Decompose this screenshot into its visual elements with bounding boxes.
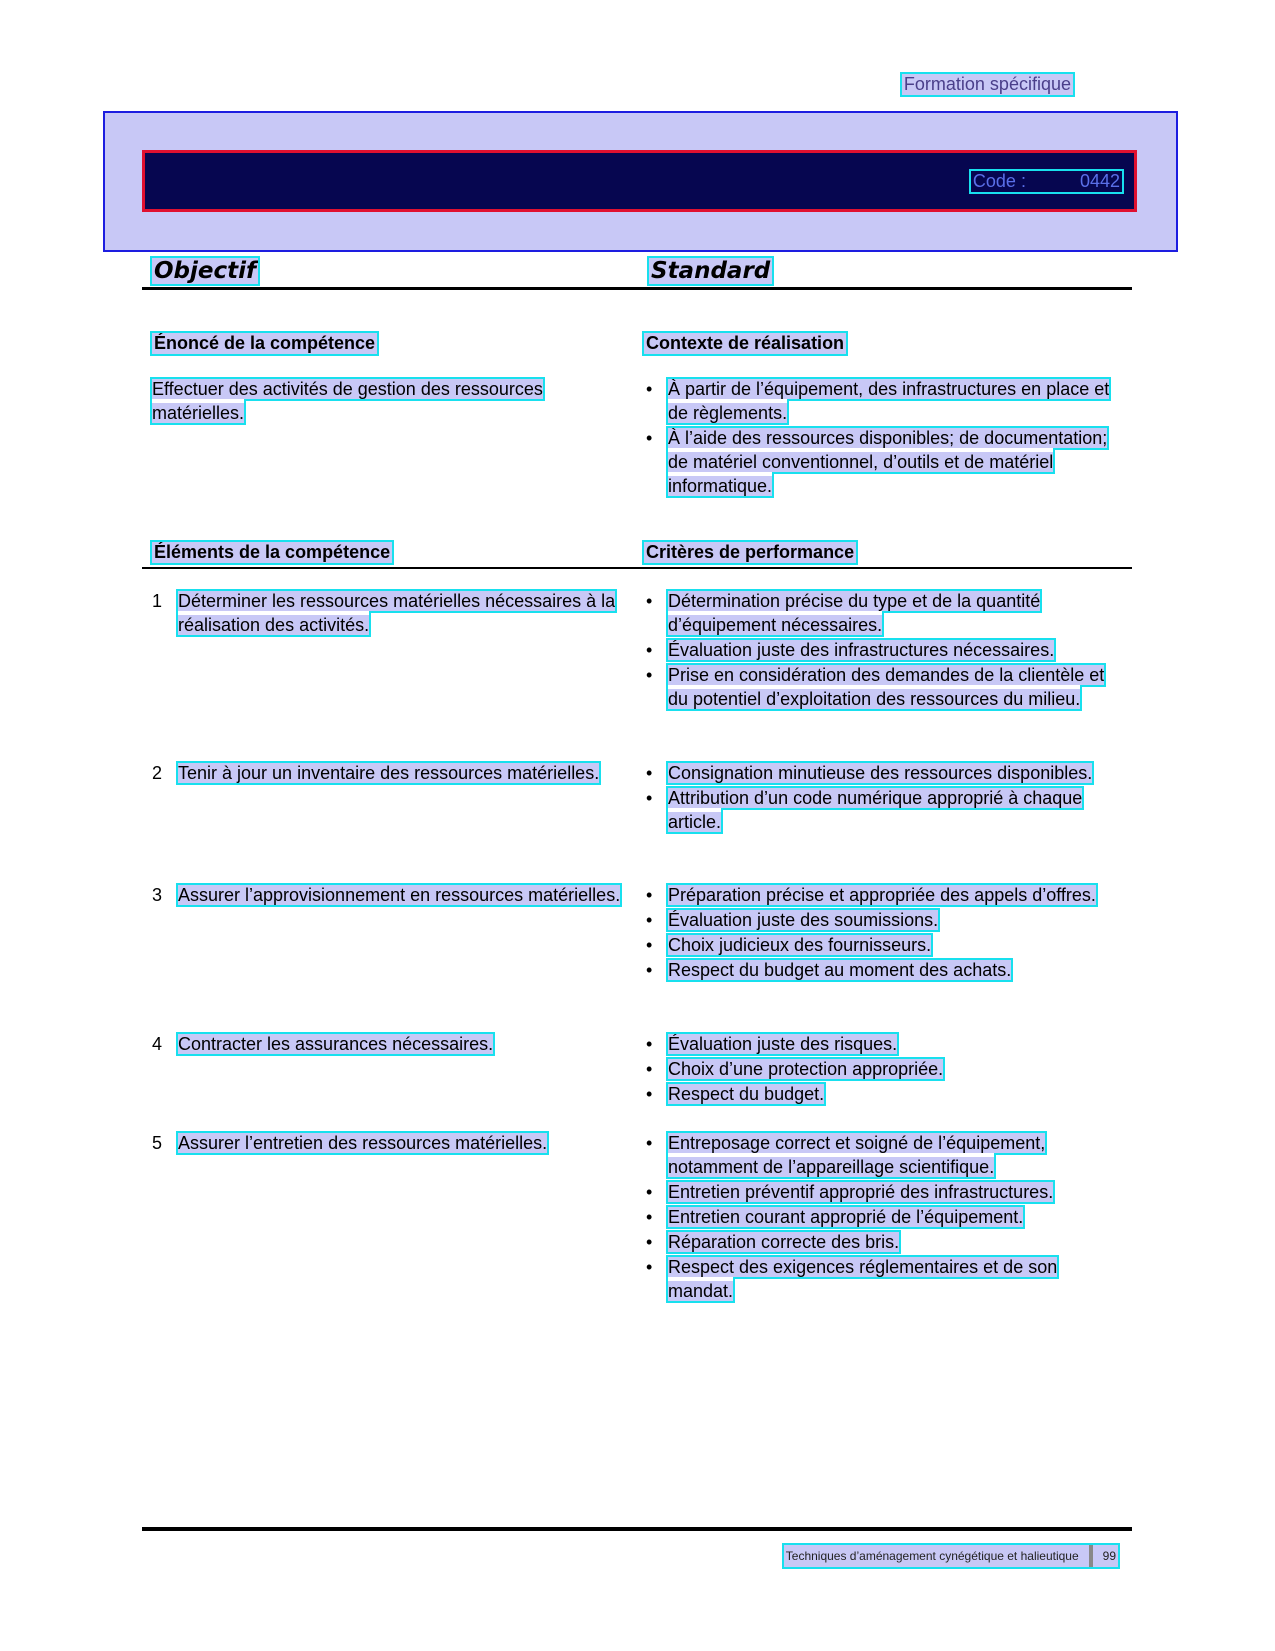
criterion: • Entretien préventif approprié des infrastructures. [644, 1180, 1114, 1204]
criterion: • Évaluation juste des infrastructures nécessaires. [644, 638, 1114, 662]
element-text: Assurer l’entretien des ressources matérielles. [178, 1133, 548, 1153]
elements-rule [142, 567, 1132, 569]
criterion: • Choix judicieux des fournisseurs. [644, 933, 1114, 957]
context-item: • À partir de l’équipement, des infrastructures en place et de règlements. [644, 377, 1114, 425]
context-item: • À l’aide des ressources disponibles; de documentation; de matériel conventionnel, d’outils et de matériel informatique. [644, 426, 1114, 498]
criterion: • Évaluation juste des soumissions. [644, 908, 1114, 932]
statement-text [152, 377, 612, 425]
element-number: 3 [152, 885, 163, 905]
element-number: 5 [152, 1133, 163, 1153]
criterion: • Évaluation juste des risques. [644, 1032, 1114, 1056]
page-footer [784, 1545, 1118, 1567]
criterion: • Respect des exigences réglementaires et de son mandat. [644, 1255, 1114, 1303]
element-1 [152, 589, 632, 637]
criteria-list-1 [644, 589, 1114, 712]
criteria-list-5 [644, 1131, 1114, 1304]
competency-code [971, 171, 1122, 192]
element-text: Déterminer les ressources matérielles nécessaires à la réalisation des activités. [178, 591, 616, 635]
criteria-list-3 [644, 883, 1114, 983]
element-4 [152, 1032, 632, 1056]
criterion: • Réparation correcte des bris. [644, 1230, 1114, 1254]
element-2 [152, 761, 632, 785]
element-text: Assurer l’approvisionnement en ressources matérielles. [178, 885, 621, 905]
footer-divider [1089, 1545, 1093, 1567]
criteria-list-4 [644, 1032, 1114, 1107]
element-number: 1 [152, 591, 163, 611]
statement-title: Énoncé de la compétence [154, 333, 376, 353]
program-type-label: Formation spécifique [903, 74, 1071, 94]
element-number: 2 [152, 763, 163, 783]
element-5 [152, 1131, 632, 1155]
criteria-title: Critères de performance [646, 542, 855, 562]
criterion: • Entretien courant approprié de l’équipement. [644, 1205, 1114, 1229]
element-3 [152, 883, 632, 907]
statement-body: Effectuer des activités de gestion des ressources matérielles. [152, 379, 543, 423]
objective-heading: Objectif [154, 258, 257, 284]
context-title: Contexte de réalisation [646, 333, 845, 353]
criterion: • Respect du budget au moment des achats. [644, 958, 1114, 982]
criterion: • Détermination précise du type et de la quantité d’équipement nécessaires. [644, 589, 1114, 637]
element-number: 4 [152, 1034, 163, 1054]
code-label: Code : [972, 171, 1026, 191]
criterion: • Respect du budget. [644, 1082, 1114, 1106]
criterion: • Consignation minutieuse des ressources disponibles. [644, 761, 1114, 785]
criterion: • Préparation précise et appropriée des appels d’offres. [644, 883, 1114, 907]
criterion: • Prise en considération des demandes de la clientèle et du potentiel d’exploitation des ressources du milieu. [644, 663, 1114, 711]
element-text: Contracter les assurances nécessaires. [178, 1034, 494, 1054]
criteria-list-2 [644, 761, 1114, 835]
context-list [644, 377, 1114, 499]
standard-heading: Standard [651, 258, 771, 284]
heading-rule [142, 287, 1132, 290]
code-value: 0442 [1079, 171, 1120, 191]
page-number: 99 [1102, 1549, 1116, 1563]
criterion: • Attribution d’un code numérique approprié à chaque article. [644, 786, 1114, 834]
footer-title: Techniques d’aménagement cynégétique et halieutique [785, 1549, 1079, 1563]
footer-rule [142, 1527, 1132, 1531]
criterion: • Choix d’une protection appropriée. [644, 1057, 1114, 1081]
criterion: • Entreposage correct et soigné de l’équipement, notamment de l’appareillage scientifique. [644, 1131, 1114, 1179]
competency-title-bar [142, 150, 1137, 212]
element-text: Tenir à jour un inventaire des ressources matérielles. [178, 763, 600, 783]
elements-title: Éléments de la compétence [154, 542, 391, 562]
